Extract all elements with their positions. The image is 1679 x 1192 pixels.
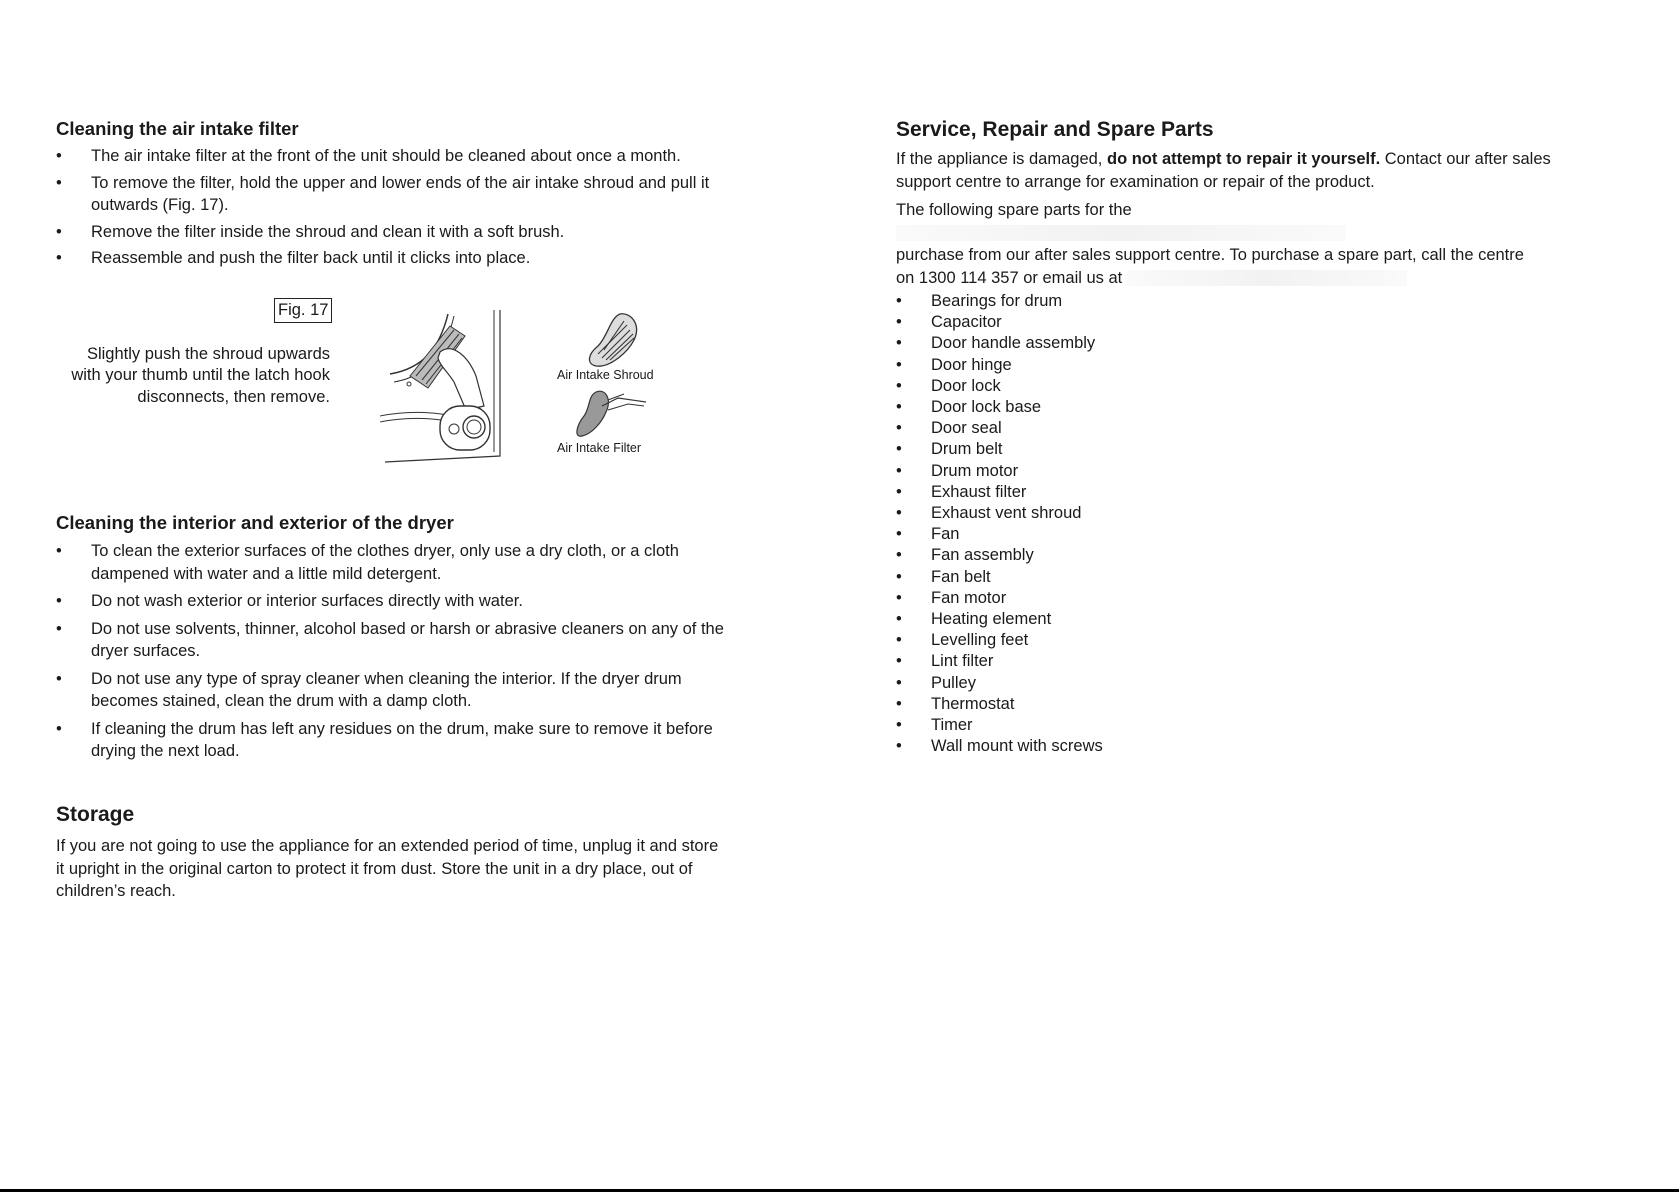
redacted-text (896, 225, 1346, 241)
list-item: • Fan assembly (896, 546, 1034, 565)
interior-heading: Cleaning the interior and exterior of the dryer (56, 512, 454, 533)
figure-caption: Slightly push the shroud upwards with your thumb until the latch hook disconnects, then remove. (71, 345, 330, 406)
bullet: • (56, 719, 62, 738)
list-item: • Drum belt (896, 440, 1003, 459)
bullet: • (56, 147, 62, 165)
list-item: • Drum motor (896, 461, 1019, 480)
right-column (896, 118, 1586, 757)
list-item: • Exhaust vent shroud (896, 504, 1082, 523)
list-item: • Timer (896, 716, 973, 735)
filter-icon (572, 386, 652, 442)
list-item: • Door handle assembly (896, 334, 1096, 353)
redacted-email (1127, 270, 1407, 286)
bullet: • (56, 222, 62, 241)
service-heading: Service, Repair and Spare Parts (896, 118, 1214, 141)
list-item: • Door lock (896, 376, 1001, 395)
bullet: • (56, 619, 62, 638)
list-item: • The air intake filter at the front of the unit should be cleaned about once a month. (56, 145, 726, 168)
list-item: • Do not use any type of spray cleaner when cleaning the interior. If the dryer drum becomes stained, clean the drum with a damp cloth. (56, 669, 682, 710)
list-item: • Heating element (896, 610, 1052, 629)
list-item: • Remove the filter inside the shroud and clean it with a soft brush. (56, 221, 726, 244)
list-item: • Capacitor (896, 313, 1002, 332)
interior-list (56, 540, 726, 763)
shroud-icon (584, 310, 644, 372)
dryer-illustration (380, 306, 510, 466)
warning-text: do not attempt to repair it yourself. (1106, 150, 1381, 168)
list-item: • If cleaning the drum has left any residues on the drum, make sure to remove it before drying the next load. (56, 719, 713, 760)
list-item: • Do not wash exterior or interior surfaces directly with water. (56, 590, 726, 613)
bullet: • (56, 173, 62, 192)
list-item: • Fan (896, 525, 960, 544)
list-item: • Door lock base (896, 398, 1042, 417)
list-item: • Thermostat (896, 694, 1015, 713)
storage-section (56, 803, 726, 903)
list-item: • Lint filter (896, 652, 994, 671)
list-item: • Fan motor (896, 588, 1007, 607)
list-item: • Bearings for drum (896, 292, 1063, 310)
spare-parts-intro: The following spare parts for the purchase from our after sales support centre. To purchase a spare part, call the centre on 1300 114 357 or email us at (896, 201, 1524, 287)
filter-label: Air Intake Filter (557, 441, 642, 455)
left-column (56, 118, 726, 274)
list-item: • Pulley (896, 673, 976, 692)
storage-text: If you are not going to use the appliance for an extended period of time, unplug it and store it upright in the original carton to protect it from dust. Store the unit in a dry place, out of children’s reach. (56, 837, 719, 900)
list-item: • Do not use solvents, thinner, alcohol based or harsh or abrasive cleaners on any of the dryer surfaces. (56, 619, 724, 660)
spare-parts-list (896, 291, 1586, 757)
list-item: • Wall mount with screws (896, 737, 1103, 756)
service-intro: If the appliance is damaged, do not attempt to repair it yourself. Contact our after sales support centre to arrange for examination or repair of the product. (896, 150, 1551, 191)
shroud-label: Air Intake Shroud (557, 368, 654, 382)
list-item: • Door seal (896, 419, 1002, 438)
list-item: • Fan belt (896, 567, 991, 586)
bullet: • (56, 249, 62, 267)
bullet: • (56, 592, 62, 610)
list-item: • Door hinge (896, 355, 1012, 374)
air-filter-list (56, 145, 726, 270)
air-filter-heading: Cleaning the air intake filter (56, 118, 299, 139)
list-item: • Levelling feet (896, 631, 1029, 650)
bullet: • (56, 669, 62, 688)
bullet: • (56, 542, 62, 560)
figure-label: Fig. 17 (274, 298, 332, 323)
storage-heading: Storage (56, 803, 135, 826)
list-item: • Exhaust filter (896, 482, 1027, 501)
list-item: • To remove the filter, hold the upper and lower ends of the air intake shroud and pull it outwards (Fig. 17). (56, 173, 710, 214)
interior-section (56, 512, 726, 768)
list-item: • To clean the exterior surfaces of the clothes dryer, only use a dry cloth, or a cloth dampened with water and a little mild detergent. (56, 542, 679, 583)
list-item: • Reassemble and push the filter back until it clicks into place. (56, 247, 726, 270)
